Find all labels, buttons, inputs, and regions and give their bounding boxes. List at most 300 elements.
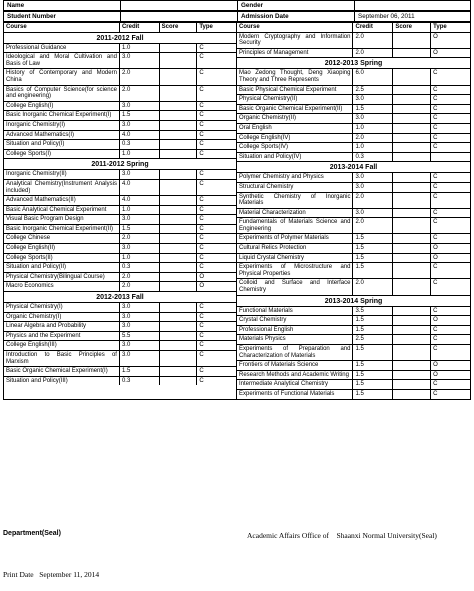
- course-score: [160, 102, 198, 111]
- course-type: C: [199, 54, 204, 61]
- course-type: C: [199, 332, 204, 339]
- course-name: Basic Analytical Chemical Experiment: [4, 206, 120, 215]
- print-date: [3, 570, 471, 579]
- course-score: [160, 351, 198, 366]
- course-score: [160, 86, 198, 101]
- course-name: Inorganic Chemistry(II): [4, 170, 120, 179]
- course-score: [393, 316, 431, 325]
- course-score: [393, 371, 431, 380]
- course-type: C: [199, 70, 204, 77]
- course-score: [160, 44, 198, 53]
- course-row: [4, 282, 236, 292]
- course-type: O: [433, 49, 438, 56]
- course-row: [4, 332, 236, 342]
- course-credit: 3.5: [353, 307, 393, 316]
- course-type: C: [433, 390, 438, 397]
- course-credit: 0.3: [353, 153, 393, 162]
- course-row: [237, 316, 470, 326]
- course-type: O: [433, 317, 438, 324]
- course-score: [393, 234, 431, 243]
- course-credit: 2.5: [353, 86, 393, 95]
- course-credit: 5.5: [120, 332, 160, 341]
- course-name: Synthetic Chemistry of Inorganic Materials: [237, 193, 353, 208]
- course-credit: 1.5: [120, 225, 160, 234]
- course-name: Liquid Crystal Chemistry: [237, 254, 353, 263]
- course-type: C: [433, 381, 438, 388]
- course-type: C: [199, 323, 204, 330]
- course-credit: 3.0: [120, 102, 160, 111]
- course-row: [237, 380, 470, 390]
- course-credit: 1.5: [353, 345, 393, 360]
- credit-header: Credit: [120, 23, 160, 32]
- course-type: C: [199, 304, 204, 311]
- course-credit: 6.0: [353, 69, 393, 84]
- course-type: C: [199, 377, 204, 384]
- course-credit: 0.3: [120, 263, 160, 272]
- course-credit: 1.5: [353, 361, 393, 370]
- name-label: Name: [3, 0, 120, 11]
- course-type: C: [199, 368, 204, 375]
- course-credit: 2.0: [120, 69, 160, 84]
- course-score: [393, 183, 431, 192]
- course-row: [4, 225, 236, 235]
- course-score: [160, 273, 198, 282]
- course-type: O: [199, 273, 204, 280]
- course-score: [160, 254, 198, 263]
- course-type: [431, 153, 470, 162]
- course-name: Crystal Chemistry: [237, 316, 353, 325]
- course-row: [237, 361, 470, 371]
- course-score: [393, 335, 431, 344]
- course-row: [4, 196, 236, 206]
- course-credit: 4.0: [120, 131, 160, 140]
- course-name: Colloid and Surface and Interface Chemistry: [237, 279, 353, 294]
- course-name: Ideological and Moral Cultivation and Basis of Law: [4, 53, 120, 68]
- course-row: [237, 124, 470, 134]
- course-row: [237, 279, 470, 295]
- course-score: [393, 345, 431, 360]
- course-type: C: [433, 183, 438, 190]
- course-type: C: [433, 280, 438, 287]
- course-credit: 0.3: [120, 377, 160, 386]
- name-value: [120, 0, 237, 11]
- course-score: [160, 367, 198, 376]
- course-row: [4, 341, 236, 351]
- course-row: [4, 322, 236, 332]
- course-credit: 3.0: [120, 341, 160, 350]
- course-type: O: [433, 362, 438, 369]
- course-row: [237, 49, 470, 59]
- course-type: C: [199, 245, 204, 252]
- course-type: C: [433, 105, 438, 112]
- course-name: Research Methods and Academic Writing: [237, 371, 353, 380]
- course-score: [393, 173, 431, 182]
- course-name: Physical Chemistry(II): [237, 95, 353, 104]
- course-row: [4, 263, 236, 273]
- course-name: Inorganic Chemistry(I): [4, 121, 120, 130]
- course-name: Mao Zedong Thought, Deng Xiaoping Theory and Three Represents: [237, 69, 353, 84]
- course-row: [4, 69, 236, 85]
- course-score: [160, 244, 198, 253]
- course-type: C: [199, 197, 204, 204]
- course-score: [160, 234, 198, 243]
- term-heading: 2013-2014 Spring: [237, 296, 470, 307]
- course-type: O: [433, 245, 438, 252]
- course-score: [160, 131, 198, 140]
- course-row: [237, 143, 470, 153]
- course-type: C: [433, 134, 438, 141]
- course-row: [4, 121, 236, 131]
- course-row: [4, 313, 236, 323]
- course-credit: 1.5: [353, 326, 393, 335]
- course-score: [393, 105, 431, 114]
- course-credit: 2.0: [120, 234, 160, 243]
- course-name: Advanced Mathematics(II): [4, 196, 120, 205]
- term-heading: 2013-2014 Fall: [237, 162, 470, 173]
- course-credit: 0.3: [120, 140, 160, 149]
- left-column: [3, 22, 237, 400]
- course-credit: 3.0: [120, 322, 160, 331]
- course-row: [237, 193, 470, 209]
- course-name: College Chinese: [4, 234, 120, 243]
- course-score: [393, 209, 431, 218]
- course-credit: 2.5: [353, 335, 393, 344]
- course-score: [160, 69, 198, 84]
- course-score: [393, 86, 431, 95]
- course-type: C: [199, 112, 204, 119]
- course-type: C: [433, 209, 438, 216]
- course-name: Cultural Relics Protection: [237, 244, 353, 253]
- course-score: [160, 53, 198, 68]
- course-type: C: [433, 96, 438, 103]
- course-score: [160, 215, 198, 224]
- course-header: Course: [237, 23, 353, 32]
- course-credit: 1.5: [353, 105, 393, 114]
- course-credit: 2.0: [353, 218, 393, 233]
- course-credit: 3.0: [120, 53, 160, 68]
- course-type: C: [199, 206, 204, 213]
- course-score: [393, 244, 431, 253]
- course-name: Basic Organic Chemical Experiment(I): [4, 367, 120, 376]
- course-score: [393, 361, 431, 370]
- course-credit: 1.5: [353, 371, 393, 380]
- course-name: Situation and Policy(III): [4, 377, 120, 386]
- course-name: Basics of Computer Science(for science and engineering): [4, 86, 120, 101]
- course-credit: 1.5: [353, 380, 393, 389]
- course-name: Polymer Chemistry and Physics: [237, 173, 353, 182]
- course-row: [4, 351, 236, 367]
- type-header: Type: [199, 24, 213, 30]
- course-type: C: [199, 141, 204, 148]
- course-name: Functional Materials: [237, 307, 353, 316]
- course-row: [4, 273, 236, 283]
- course-name: Macro Economics: [4, 282, 120, 291]
- course-credit: 1.5: [353, 390, 393, 399]
- course-row: [4, 140, 236, 150]
- course-type: C: [199, 121, 204, 128]
- course-row: [4, 44, 236, 54]
- course-name: Physical Chemistry(Bilingual Course): [4, 273, 120, 282]
- course-name: Basic Organic Chemical Experiment(II): [237, 105, 353, 114]
- course-name: Experiments of Preparation and Characterization of Materials: [237, 345, 353, 360]
- course-score: [393, 326, 431, 335]
- admission-date-label: Admission Date: [237, 11, 354, 22]
- course-credit: 3.0: [120, 303, 160, 312]
- course-score: [160, 225, 198, 234]
- course-row: [4, 244, 236, 254]
- course-name: College English(II): [4, 244, 120, 253]
- course-type: O: [433, 33, 438, 40]
- course-name: Experiments of Functional Materials: [237, 390, 353, 399]
- course-score: [160, 303, 198, 312]
- course-type: C: [199, 313, 204, 320]
- course-row: [237, 335, 470, 345]
- course-credit: 3.0: [120, 313, 160, 322]
- course-credit: 1.5: [120, 111, 160, 120]
- course-score: [160, 377, 198, 386]
- course-header: Course: [4, 23, 120, 32]
- course-type: C: [433, 336, 438, 343]
- course-type: C: [199, 102, 204, 109]
- course-type: C: [199, 352, 204, 358]
- course-credit: 2.0: [353, 49, 393, 58]
- course-score: [393, 263, 431, 278]
- course-type: C: [199, 44, 204, 51]
- course-name: Structural Chemistry: [237, 183, 353, 192]
- course-name: Basic Physical Chemical Experiment: [237, 86, 353, 95]
- course-row: [237, 254, 470, 264]
- course-type: C: [199, 86, 204, 93]
- score-header: Score: [393, 23, 431, 32]
- course-row: [4, 53, 236, 69]
- course-credit: 1.0: [120, 206, 160, 215]
- course-type: O: [433, 254, 438, 261]
- course-credit: 3.0: [353, 95, 393, 104]
- course-name: Situation and Policy(I): [4, 140, 120, 149]
- course-type: C: [433, 144, 438, 151]
- print-date-value: September 11, 2014: [39, 570, 100, 579]
- course-score: [160, 282, 198, 291]
- course-name: Advanced Mathematics(I): [4, 131, 120, 140]
- course-name: Physics and the Experiment: [4, 332, 120, 341]
- course-name: College Sports(II): [4, 254, 120, 263]
- course-row: [4, 303, 236, 313]
- course-credit: 2.0: [120, 86, 160, 101]
- course-name: Experiments of Polymer Materials: [237, 234, 353, 243]
- course-name: College Sports(I): [4, 150, 120, 159]
- course-score: [393, 380, 431, 389]
- course-credit: 3.0: [353, 173, 393, 182]
- course-score: [393, 390, 431, 399]
- column-header-row: [237, 23, 470, 33]
- course-name: College English(III): [4, 341, 120, 350]
- course-row: [237, 209, 470, 219]
- course-score: [160, 140, 198, 149]
- course-name: Experiments of Microstructure and Physical Properties: [237, 263, 353, 278]
- course-type: O: [199, 283, 204, 290]
- course-type: O: [433, 371, 438, 378]
- student-number-label: Student Number: [3, 11, 120, 22]
- course-row: [237, 345, 470, 361]
- course-row: [4, 131, 236, 141]
- column-header-row: [4, 23, 236, 33]
- course-row: [4, 102, 236, 112]
- course-name: Materials Physics: [237, 335, 353, 344]
- course-row: [237, 371, 470, 381]
- course-row: [237, 390, 470, 399]
- course-name: Introduction to Basic Principles of Marxism: [4, 351, 120, 366]
- course-type: C: [199, 264, 204, 271]
- course-credit: 3.0: [120, 121, 160, 130]
- course-row: [237, 33, 470, 49]
- course-name: Frontiers of Materials Science: [237, 361, 353, 370]
- course-name: Professional Guidance: [4, 44, 120, 53]
- course-score: [160, 180, 198, 195]
- credit-header: Credit: [353, 23, 393, 32]
- course-row: [237, 263, 470, 279]
- course-type: C: [199, 131, 204, 138]
- course-row: [237, 326, 470, 336]
- course-row: [4, 206, 236, 216]
- score-header: Score: [160, 23, 198, 32]
- course-row: [237, 183, 470, 193]
- course-row: [237, 218, 470, 234]
- course-type: C: [433, 174, 438, 181]
- course-credit: 1.0: [353, 124, 393, 133]
- course-row: [237, 307, 470, 317]
- course-row: [237, 95, 470, 105]
- course-row: [237, 153, 470, 163]
- course-score: [393, 95, 431, 104]
- course-score: [160, 263, 198, 272]
- course-credit: 3.0: [120, 215, 160, 224]
- course-credit: 1.5: [353, 244, 393, 253]
- course-credit: 1.5: [120, 367, 160, 376]
- student-number-value: [120, 11, 237, 22]
- course-type: C: [433, 326, 438, 333]
- course-name: Principles of Management: [237, 49, 353, 58]
- admission-date-value: September 06, 2011: [354, 11, 471, 22]
- course-row: [237, 173, 470, 183]
- course-credit: 2.0: [120, 273, 160, 282]
- course-name: College English(I): [4, 102, 120, 111]
- course-row: [237, 86, 470, 96]
- course-score: [393, 193, 431, 208]
- course-row: [4, 215, 236, 225]
- course-credit: 2.0: [120, 282, 160, 291]
- course-type: C: [433, 219, 438, 226]
- course-type: C: [433, 235, 438, 242]
- course-name: College English(IV): [237, 134, 353, 143]
- course-name: Material Characterization: [237, 209, 353, 218]
- course-row: [4, 150, 236, 160]
- type-header: Type: [433, 24, 447, 30]
- course-row: [237, 244, 470, 254]
- term-heading: 2012-2013 Spring: [237, 58, 470, 69]
- course-credit: 1.5: [353, 234, 393, 243]
- course-score: [393, 33, 431, 48]
- course-type: C: [199, 235, 204, 242]
- transcript-table: [3, 22, 471, 400]
- academic-office-seal: Academic Affairs Office of Shaanxi Normal University(Seal): [247, 531, 437, 540]
- course-score: [160, 322, 198, 331]
- course-score: [393, 124, 431, 133]
- course-name: Situation and Policy(II): [4, 263, 120, 272]
- course-type: C: [433, 307, 438, 314]
- course-score: [393, 218, 431, 233]
- course-credit: 4.0: [120, 180, 160, 195]
- course-row: [4, 254, 236, 264]
- course-credit: 3.0: [120, 351, 160, 366]
- course-type: C: [199, 254, 204, 261]
- course-name: College Sports(IV): [237, 143, 353, 152]
- course-row: [237, 114, 470, 124]
- course-score: [160, 150, 198, 159]
- course-score: [160, 313, 198, 322]
- course-score: [393, 143, 431, 152]
- course-score: [393, 49, 431, 58]
- course-credit: 1.5: [353, 263, 393, 278]
- course-credit: 2.0: [353, 279, 393, 294]
- course-credit: 1.5: [353, 316, 393, 325]
- course-type: C: [199, 342, 204, 349]
- course-name: Basic Inorganic Chemical Experiment(I): [4, 111, 120, 120]
- course-credit: 1.5: [353, 254, 393, 263]
- course-name: History of Contemporary and Modern China: [4, 69, 120, 84]
- course-row: [237, 105, 470, 115]
- course-type: C: [433, 264, 438, 271]
- course-score: [160, 206, 198, 215]
- course-score: [393, 134, 431, 143]
- term-heading: 2011-2012 Spring: [4, 159, 236, 170]
- course-score: [393, 153, 431, 162]
- course-score: [393, 254, 431, 263]
- course-credit: 3.0: [353, 114, 393, 123]
- course-row: [4, 170, 236, 180]
- course-name: Linear Algebra and Probability: [4, 322, 120, 331]
- course-row: [237, 234, 470, 244]
- course-score: [393, 307, 431, 316]
- course-type: C: [199, 171, 204, 178]
- course-credit: 1.0: [353, 143, 393, 152]
- course-credit: 1.0: [120, 150, 160, 159]
- course-type: C: [433, 193, 438, 200]
- course-name: Basic Inorganic Chemical Experiment(II): [4, 225, 120, 234]
- course-name: Oral English: [237, 124, 353, 133]
- course-row: [4, 86, 236, 102]
- course-score: [160, 121, 198, 130]
- course-name: Situation and Policy(IV): [237, 153, 353, 162]
- gender-value: [354, 0, 471, 11]
- course-name: Professional English: [237, 326, 353, 335]
- course-type: C: [433, 115, 438, 122]
- course-name: Modern Cryptography and Information Security: [237, 33, 353, 48]
- gender-label: Gender: [237, 0, 354, 11]
- course-score: [160, 170, 198, 179]
- course-score: [393, 279, 431, 294]
- department-seal: Department(Seal): [3, 530, 61, 537]
- course-name: Visual Basic Program Design: [4, 215, 120, 224]
- course-score: [160, 332, 198, 341]
- course-score: [393, 114, 431, 123]
- course-name: Physical Chemistry(I): [4, 303, 120, 312]
- course-type: C: [199, 216, 204, 223]
- term-heading: 2012-2013 Fall: [4, 292, 236, 303]
- course-row: [4, 377, 236, 386]
- course-type: C: [433, 124, 438, 131]
- course-credit: 3.0: [353, 209, 393, 218]
- right-column: [237, 22, 471, 400]
